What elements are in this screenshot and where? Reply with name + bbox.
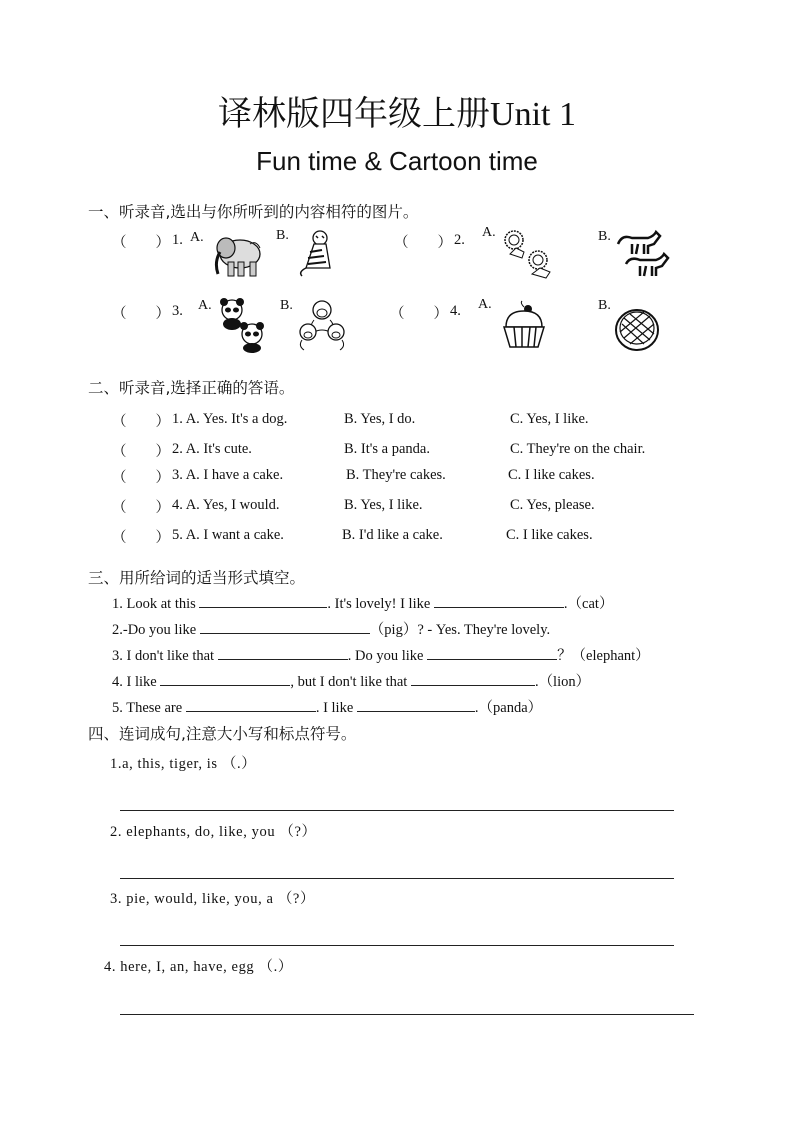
fill-blank-question-4: 4. I like , but I don't like that .（lion） [112,674,591,690]
answer-blank[interactable] [199,594,327,608]
question-number: 1. [172,232,183,248]
fill-blank-question-5: 5. These are . I like .（panda） [112,700,543,716]
horses-image [614,228,670,278]
sentence-question-3: 3. pie, would, like, you, a （?） [110,891,316,907]
answer-blank[interactable] [427,646,557,660]
answer-line[interactable] [120,810,674,811]
question-number: 2. [454,232,465,248]
question-number: 3. [172,303,183,319]
option-b: B. They're cakes. [346,467,446,483]
option-b-label: B. [280,298,293,313]
option-b-label: B. [598,298,611,313]
option-c: C. I like cakes. [506,527,593,543]
page-title: 译林版四年级上册Unit 1 [218,96,576,133]
option-a-label: A. [190,230,204,245]
answer-line[interactable] [120,878,674,879]
cake-image [502,303,546,349]
question-number: 4. [450,303,461,319]
option-b: B. Yes, I do. [344,411,416,427]
fill-blank-question-1: 1. Look at this . It's lovely! I like .（cat） [112,596,614,612]
answer-bracket[interactable]: （ ） [112,414,170,430]
option-b-label: B. [598,229,611,244]
option-a: 2. A. It's cute. [172,441,252,457]
answer-blank[interactable] [200,620,370,634]
monkeys-image [296,298,348,350]
answer-blank[interactable] [218,646,348,660]
option-a: 4. A. Yes, I would. [172,497,280,513]
answer-bracket[interactable]: （ ） [112,530,170,546]
sentence-question-2: 2. elephants, do, like, you （?） [110,824,317,840]
fill-blank-question-2: 2.-Do you like （pig）? - Yes. They're lovely. [112,622,551,638]
option-b: B. I'd like a cake. [342,527,443,543]
answer-blank[interactable] [186,698,316,712]
fill-blank-question-3: 3. I don't like that . Do you like ？（elephant） [112,648,650,664]
page-subtitle: Fun time & Cartoon time [256,146,538,176]
answer-line[interactable] [120,945,674,946]
option-b-label: B. [276,228,289,243]
part1-heading: 一、听录音,选出与你所听到的内容相符的图片。 [88,203,419,221]
elephant-image [210,230,266,278]
answer-line[interactable] [120,1014,694,1015]
option-a-label: A. [478,297,492,312]
lions-image [502,228,556,278]
answer-bracket[interactable]: （ ） [394,235,452,251]
tiger-image [296,228,336,276]
option-c: C. Yes, I like. [510,411,589,427]
option-b: B. Yes, I like. [344,497,423,513]
answer-bracket[interactable]: （ ） [390,306,448,322]
option-a: 3. A. I have a cake. [172,467,284,483]
sentence-question-1: 1.a, this, tiger, is （.） [110,756,257,772]
option-c: C. Yes, please. [510,497,595,513]
option-a: 5. A. I want a cake. [172,527,284,543]
answer-bracket[interactable]: （ ） [112,500,170,516]
answer-blank[interactable] [411,672,535,686]
pandas-image [218,298,268,352]
answer-blank[interactable] [357,698,475,712]
pie-image [614,306,660,352]
answer-bracket[interactable]: （ ） [112,306,170,322]
answer-bracket[interactable]: （ ） [112,444,170,460]
part2-heading: 二、听录音,选择正确的答语。 [88,379,295,397]
sentence-question-4: 4. here, I, an, have, egg （.） [104,959,293,975]
answer-bracket[interactable]: （ ） [112,235,170,251]
option-a-label: A. [198,298,212,313]
part3-heading: 三、用所给词的适当形式填空。 [88,569,306,587]
answer-blank[interactable] [434,594,564,608]
option-c: C. They're on the chair. [510,441,646,457]
option-a-label: A. [482,225,496,240]
part4-heading: 四、连词成句,注意大小写和标点符号。 [88,725,357,743]
answer-blank[interactable] [160,672,290,686]
answer-bracket[interactable]: （ ） [112,470,170,486]
option-c: C. I like cakes. [508,467,595,483]
option-b: B. It's a panda. [344,441,430,457]
option-a: 1. A. Yes. It's a dog. [172,411,288,427]
